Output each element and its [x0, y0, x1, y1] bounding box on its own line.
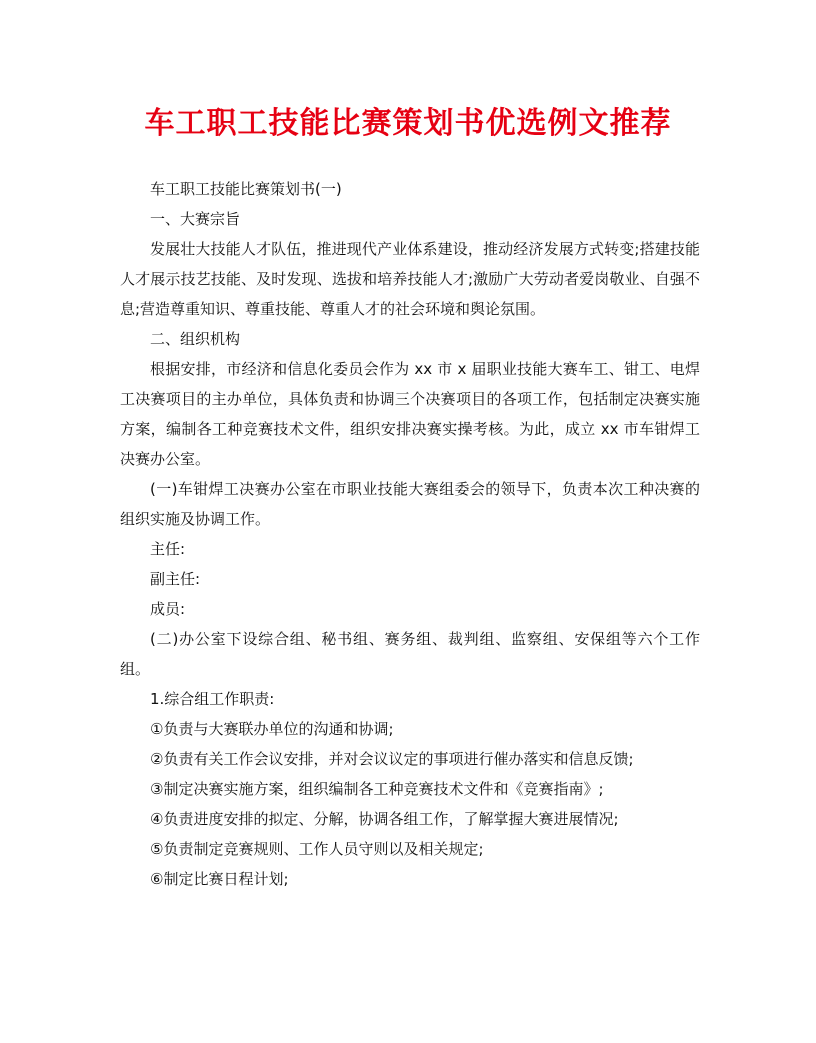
document-body: [120, 174, 700, 894]
list-item: ③制定决赛实施方案，组织编制各工种竞赛技术文件和《竞赛指南》;: [150, 780, 604, 798]
list-item: ⑤负责制定竞赛规则、工作人员守则以及相关规定;: [150, 840, 484, 858]
heading-purpose: 一、大赛宗旨: [150, 210, 241, 228]
field-deputy-director: 副主任:: [150, 570, 201, 588]
field-director: 主任:: [150, 540, 186, 558]
list-item: ⑥制定比赛日程计划;: [150, 870, 289, 888]
heading-general-group: 1.综合组工作职责:: [150, 690, 275, 708]
paragraph-subtitle: 车工职工技能比赛策划书(一): [150, 180, 342, 198]
paragraph-working-groups: (二)办公室下设综合组、秘书组、赛务组、裁判组、监察组、安保组等六个工作组。: [120, 630, 700, 678]
paragraph-office-duty: (一)车钳焊工决赛办公室在市职业技能大赛组委会的领导下，负责本次工种决赛的组织实施及协调工作。: [120, 480, 700, 528]
document-title: 车工职工技能比赛策划书优选例文推荐: [144, 106, 672, 141]
field-members: 成员:: [150, 600, 186, 618]
paragraph-organization: 根据安排，市经济和信息化委员会作为 xx 市 x 届职业技能大赛车工、钳工、电焊工决赛项目的主办单位，具体负责和协调三个决赛项目的各项工作，包括制定决赛实施方案，编制各工种竞赛技术文件，组织安排决赛实操考核。为此，成立 xx 市车钳焊工决赛办公室。: [120, 360, 700, 468]
heading-organization: 二、组织机构: [150, 330, 241, 348]
list-item: ④负责进度安排的拟定、分解，协调各组工作，了解掌握大赛进展情况;: [150, 810, 619, 828]
list-item: ②负责有关工作会议安排，并对会议议定的事项进行催办落实和信息反馈;: [150, 750, 634, 768]
list-item: ①负责与大赛联办单位的沟通和协调;: [150, 720, 394, 738]
paragraph-purpose: 发展壮大技能人才队伍，推进现代产业体系建设，推动经济发展方式转变;搭建技能人才展示技艺技能、及时发现、选拔和培养技能人才;激励广大劳动者爱岗敬业、自强不息;营造尊重知识、尊重技能、尊重人才的社会环境和舆论氛围。: [120, 240, 700, 318]
